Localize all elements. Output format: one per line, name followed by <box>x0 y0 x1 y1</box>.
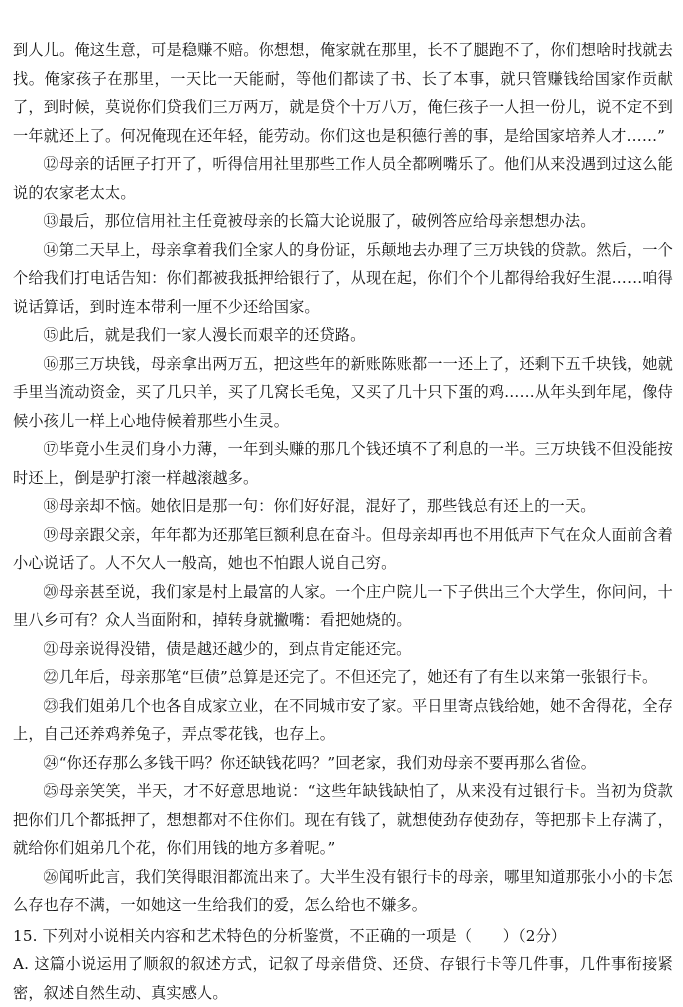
paragraph-17: ⑰毕竟小生灵们身小力薄，一年到头赚的那几个钱还填不了利息的一半。三万块钱不但没能按时还上，倒是驴打滚一样越滚越多。 <box>13 435 673 492</box>
paragraph-25: ㉕母亲笑笑，半天，才不好意思地说：“这些年缺钱缺怕了，从来没有过银行卡。当初为贷款把你们几个都抵押了，想想都对不住你们。现在有钱了，就想使劲存使劲存，等把那卡上存满了，就给你们姐弟几个花，你们用钱的地方多着呢。” <box>13 777 673 863</box>
paragraph-21: ㉑母亲说得没错，债是越还越少的，到点肯定能还完。 <box>13 635 673 664</box>
question-15 <box>13 922 673 1007</box>
story-text <box>13 36 673 920</box>
paragraph-18: ⑱母亲却不恼。她依旧是那一句：你们好好混，混好了，那些钱总有还上的一天。 <box>13 492 673 521</box>
paragraph-19: ⑲母亲跟父亲，年年都为还那笔巨额利息在奋斗。但母亲却再也不用低声下气在众人面前含着小心说话了。人不欠人一般高，她也不怕跟人说自己穷。 <box>13 521 673 578</box>
paragraph-11-continued: 到人儿。俺这生意，可是稳赚不赔。你想想，俺家就在那里，长不了腿跑不了，你们想啥时找就去找。俺家孩子在那里，一天比一天能耐，等他们都读了书、长了本事，就只管赚钱给国家作贡献了，到时候，莫说你们贷我们三万两万，就是贷个十万八万，俺仨孩子一人担一份儿，说不定不到一年就还上了。何况俺现在还年轻，能劳动。你们这也是积德行善的事，是给国家培养人才……” <box>13 36 673 150</box>
paragraph-12: ⑫母亲的话匣子打开了，听得信用社里那些工作人员全都咧嘴乐了。他们从来没遇到过这么能说的农家老太太。 <box>13 150 673 207</box>
paragraph-20: ⑳母亲甚至说，我们家是村上最富的人家。一个庄户院儿一下子供出三个大学生，你问问，十里八乡可有？众人当面附和，掉转身就撇嘴：看把她烧的。 <box>13 578 673 635</box>
paragraph-24: ㉔“你还存那么多钱干吗？你还缺钱花吗？”回老家，我们劝母亲不要再那么省俭。 <box>13 749 673 778</box>
paragraph-13: ⑬最后，那位信用社主任竟被母亲的长篇大论说服了，破例答应给母亲想想办法。 <box>13 207 673 236</box>
option-a: A. 这篇小说运用了顺叙的叙述方式，记叙了母亲借贷、还贷、存银行卡等几件事，几件事衔接紧密，叙述自然生动、真实感人。 <box>13 950 673 1007</box>
paragraph-15: ⑮此后，就是我们一家人漫长而艰辛的还贷路。 <box>13 321 673 350</box>
paragraph-16: ⑯那三万块钱，母亲拿出两万五，把这些年的新账陈账都一一还上了，还剩下五千块钱，她就手里当流动资金，买了几只羊，买了几窝长毛兔，又买了几十只下蛋的鸡……从年头到年尾，像侍候小孩儿一样上心地侍候着那些小生灵。 <box>13 350 673 436</box>
paragraph-22: ㉒几年后，母亲那笔“巨债”总算是还完了。不但还完了，她还有了有生以来第一张银行卡。 <box>13 663 673 692</box>
question-stem: 15. 下列对小说相关内容和艺术特色的分析鉴赏，不正确的一项是（ ）（2分） <box>13 922 673 951</box>
paragraph-26: ㉖闻听此言，我们笑得眼泪都流出来了。大半生没有银行卡的母亲，哪里知道那张小小的卡怎么存也存不满，一如她这一生给我们的爱，怎么给也不嫌多。 <box>13 863 673 920</box>
paragraph-23: ㉓我们姐弟几个也各自成家立业，在不同城市安了家。平日里寄点钱给她，她不舍得花，全存上，自己还养鸡养兔子，弄点零花钱，也存上。 <box>13 692 673 749</box>
paragraph-14: ⑭第二天早上，母亲拿着我们全家人的身份证，乐颠地去办理了三万块钱的贷款。然后，一个个给我们打电话告知：你们都被我抵押给银行了，从现在起，你们个个儿都得给我好生混……咱得说话算话，到时连本带利一厘不少还给国家。 <box>13 236 673 322</box>
